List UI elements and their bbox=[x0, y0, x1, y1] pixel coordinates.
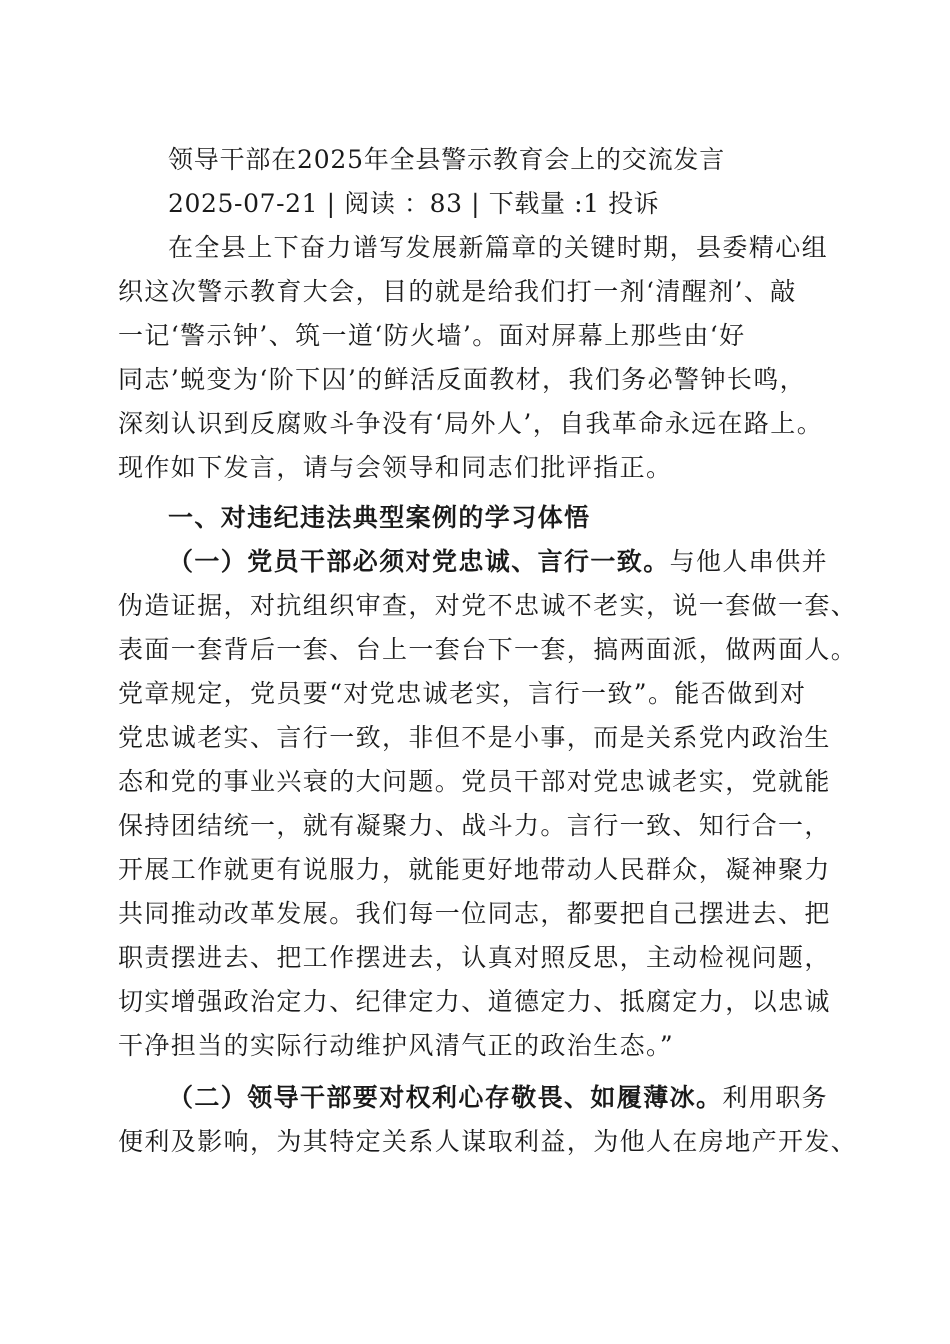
document-meta bbox=[168, 182, 888, 226]
body-line: 保持团结统一，就有凝聚力、战斗力。言行一致、知行合一， bbox=[118, 811, 831, 840]
body-text: 利用职务 bbox=[722, 1083, 829, 1112]
body-text: 与他人串供并 bbox=[669, 547, 829, 576]
intro-line: 在全县上下奋力谱写发展新篇章的关键时期，县委精心组 bbox=[168, 233, 829, 262]
body-line: 开展工作就更有说服力，就能更好地带动人民群众，凝神聚力 bbox=[118, 855, 831, 884]
document-title: 领导干部在2025年全县警示教育会上的交流发言 bbox=[168, 145, 726, 174]
body-line: 便利及影响，为其特定关系人谋取利益，为他人在房地产开发、 bbox=[118, 1127, 858, 1156]
body-line: 态和党的事业兴衰的大问题。党员干部对党忠诚老实，党就能 bbox=[118, 767, 831, 796]
body-line: 伪造证据，对抗组织审查，对党不忠诚不老实，说一套做一套、 bbox=[118, 591, 858, 620]
body-line: 表面一套背后一套、台上一套台下一套，搞两面派，做两面人。 bbox=[118, 635, 858, 664]
section-heading: 一、对违纪违法典型案例的学习体悟 bbox=[168, 503, 591, 532]
download-count: 下载量 :1 bbox=[488, 189, 600, 218]
body-line: 党忠诚老实、言行一致，非但不是小事，而是关系党内政治生 bbox=[118, 723, 831, 752]
body-line: 职责摆进去、把工作摆进去，认真对照反思，主动检视问题， bbox=[118, 943, 831, 972]
intro-line: 现作如下发言，请与会领导和同志们批评指正。 bbox=[118, 453, 673, 482]
publish-date: 2025-07-21 bbox=[168, 189, 319, 218]
body-line: 干净担当的实际行动维护风清气正的政治生态。” bbox=[118, 1031, 675, 1060]
body-line: 共同推动改革发展。我们每一位同志，都要把自己摆进去、把 bbox=[118, 899, 831, 928]
subsection-heading: （二）领导干部要对权利心存敬畏、如履薄冰。 bbox=[168, 1083, 723, 1112]
meta-separator: | bbox=[318, 189, 345, 218]
intro-line: 同志’蜕变为‘阶下囚’的鲜活反面教材，我们务必警钟长鸣， bbox=[118, 365, 807, 394]
intro-line: 织这次警示教育大会，目的就是给我们打一剂‘清醒剂’、敲 bbox=[118, 277, 797, 306]
intro-line: 深刻认识到反腐败斗争没有‘局外人’，自我革命永远在路上。 bbox=[118, 409, 824, 438]
subsection-first-line bbox=[168, 1076, 888, 1120]
read-count: 阅读 ：83 bbox=[344, 189, 463, 218]
subsection-first-line bbox=[168, 540, 888, 584]
subsection-heading: （一）党员干部必须对党忠诚、言行一致。 bbox=[168, 547, 670, 576]
body-line: 党章规定，党员要“对党忠诚老实，言行一致”。能否做到对 bbox=[118, 679, 807, 708]
complain-link[interactable]: 投诉 bbox=[599, 189, 660, 218]
intro-line: 一记‘警示钟’、筑一道‘防火墙’。面对屏幕上那些由‘好 bbox=[118, 321, 746, 350]
body-line: 切实增强政治定力、纪律定力、道德定力、抵腐定力，以忠诚 bbox=[118, 987, 831, 1016]
meta-separator: | bbox=[462, 189, 489, 218]
